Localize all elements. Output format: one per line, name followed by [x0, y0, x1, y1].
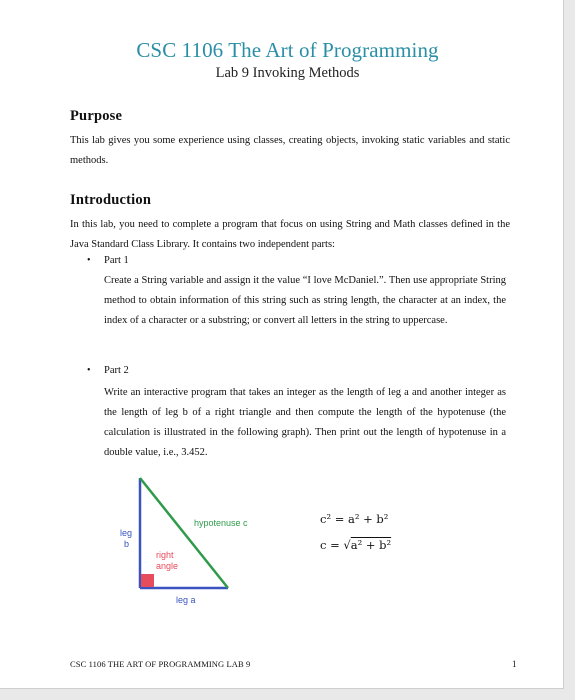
introduction-text: In this lab, you need to complete a program that focus on using String and Math classes defined in the Java Standard Class Library. It contains two independent parts:: [70, 219, 510, 250]
hypotenuse-label: hypotenuse c: [194, 518, 248, 528]
hypotenuse-formula-radicand: a² + b²: [350, 538, 392, 552]
pythagorean-formula: c² = a² + b²: [320, 512, 389, 526]
footer-course-label: CSC 1106 THE ART OF PROGRAMMING LAB 9: [70, 659, 251, 669]
part-1-body: Create a String variable and assign it the value “I love McDaniel.”. Then use appropriate String method to obtain information of this string such as string length, the character at an index, the index of a character or a substring; or convert all letters in the string to uppercase.: [104, 275, 506, 326]
leg-b-label-line-1: leg: [120, 528, 133, 538]
bullet-point: •: [87, 365, 91, 376]
document-subtitle: Lab 9 Invoking Methods: [215, 65, 360, 81]
hypotenuse-line: [140, 478, 228, 588]
right-angle-marker: [141, 574, 154, 587]
document-title: CSC 1106 The Art of Programming: [136, 38, 439, 62]
leg-b-label-line-2: b: [124, 539, 130, 549]
leg-b-label: [120, 528, 135, 549]
square-root-icon: √: [343, 538, 351, 552]
bullet-point: •: [87, 255, 91, 266]
part-1-title: Part 1: [104, 255, 129, 266]
introduction-heading: Introduction: [70, 192, 152, 208]
right-angle-label-line-1: right: [156, 550, 174, 560]
hypotenuse-formula-lhs: c =: [320, 538, 344, 552]
leg-a-label: leg a: [176, 595, 196, 605]
purpose-text: This lab gives you some experience using classes, creating objects, invoking static variables and static methods.: [70, 135, 510, 166]
part-2-title: Part 2: [104, 365, 129, 376]
footer-page-number: 1: [512, 659, 517, 669]
purpose-heading: Purpose: [70, 108, 123, 124]
right-angle-label-line-2: angle: [156, 561, 179, 571]
right-angle-label: [156, 550, 178, 571]
hypotenuse-formula: [320, 538, 391, 552]
right-triangle-diagram: [110, 470, 310, 620]
part-2-body: Write an interactive program that takes an integer as the length of leg a and another integer as the length of leg b of a right triangle and then compute the length of the hypotenuse (the calculation is illustrated in the following graph). Then print out the length of hypotenuse in a double value, i.e., 3.452.: [104, 387, 506, 458]
